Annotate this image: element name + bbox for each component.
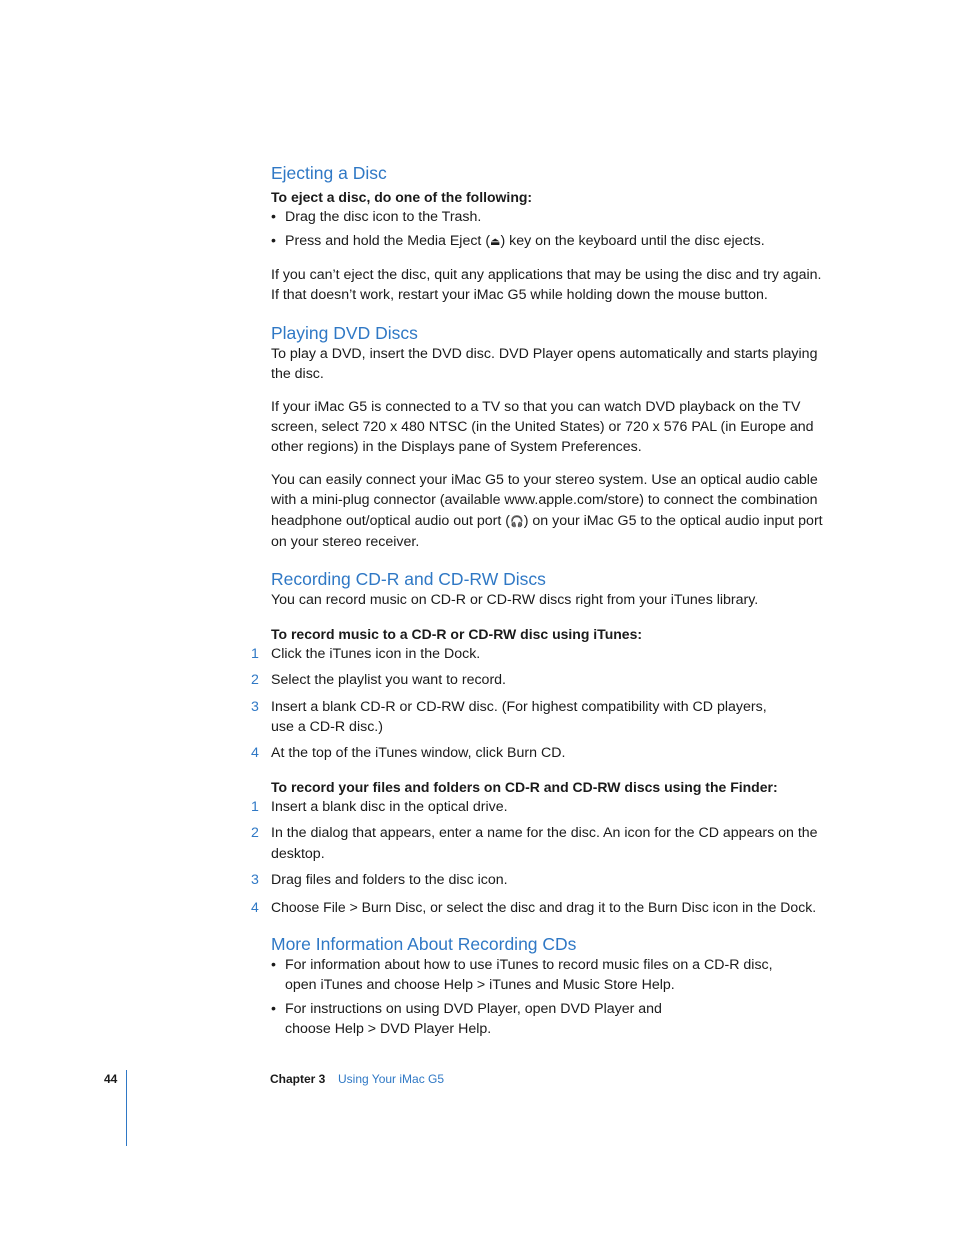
eject-bullet-1: Drag the disc icon to the Trash. — [285, 209, 482, 225]
step-number: 4 — [251, 898, 259, 915]
list-item — [271, 999, 791, 1040]
eject-key-icon: ⏏ — [490, 234, 501, 248]
dvd-paragraph-1: To play a DVD, insert the DVD disc. DVD Player opens automatically and starts playing the disc. — [271, 345, 818, 382]
headphone-icon: 🎧 — [510, 514, 524, 528]
list-item — [251, 743, 831, 763]
list-item — [251, 870, 831, 890]
step-number: 1 — [251, 645, 259, 662]
step-text: Insert a blank disc in the optical drive. — [271, 798, 508, 815]
list-item — [271, 207, 831, 227]
record-intro: You can record music on CD-R or CD-RW discs right from your iTunes library. — [271, 592, 759, 609]
step-number: 3 — [251, 698, 259, 715]
list-item — [251, 823, 831, 864]
more-info-bullet-1: For information about how to use iTunes to record music files on a CD-R disc, open iTunes and choose Help > iTunes and Music Store Help. — [285, 957, 773, 994]
page-content — [251, 162, 831, 1039]
step-text: In the dialog that appears, enter a name for the disc. An icon for the CD appears on the desktop. — [271, 825, 818, 862]
itunes-steps-lead: To record music to a CD-R or CD-RW disc using iTunes: — [271, 625, 643, 642]
step-text: Select the playlist you want to record. — [271, 672, 507, 689]
page-footer — [0, 1072, 954, 1092]
step-text: Insert a blank CD-R or CD-RW disc. (For highest compatibility with CD players, use a CD-R disc.) — [271, 698, 767, 736]
step-text: Click the iTunes icon in the Dock. — [271, 645, 481, 662]
heading-more-information: More Information About Recording CDs — [271, 934, 577, 955]
list-item — [271, 955, 791, 996]
heading-ejecting-a-disc: Ejecting a Disc — [271, 163, 387, 183]
more-info-bullet-list — [271, 955, 831, 1039]
more-info-bullet-2: For instructions on using DVD Player, open DVD Player and choose Help > DVD Player Help. — [285, 1000, 662, 1038]
eject-bullet-2-start: Press and hold the Media Eject ( — [285, 232, 491, 249]
step-text: Choose File > Burn Disc, or select the disc and drag it to the Burn Disc icon in the Dock. — [271, 898, 817, 915]
step-number: 3 — [251, 872, 259, 889]
eject-paragraph: If you can’t eject the disc, quit any applications that may be using the disc and try again. If that doesn’t work, restart your iMac G5 while holding down the mouse button. — [271, 267, 822, 304]
dvd-paragraph-3 — [271, 470, 831, 552]
finder-steps-list — [251, 797, 831, 917]
heading-playing-dvd-discs: Playing DVD Discs — [271, 322, 418, 343]
list-item — [251, 670, 831, 690]
heading-recording-cd-discs: Recording CD-R and CD-RW Discs — [271, 569, 546, 590]
bullet-glyph: • — [271, 957, 276, 974]
list-item — [271, 231, 831, 252]
finder-steps-lead: To record your files and folders on CD-R and CD-RW discs using the Finder: — [271, 778, 778, 795]
step-number: 1 — [251, 798, 259, 815]
dvd-paragraph-3-start: You can easily connect your iMac G5 to your stereo system. Use an optical audio cable with a mini-plug connector (available www.apple.com/store) to connect the combination headphone out/optical audio out port ( — [271, 472, 818, 529]
step-number: 4 — [251, 745, 259, 762]
list-item — [251, 697, 831, 738]
bullet-glyph: • — [271, 1000, 276, 1017]
itunes-steps-list — [251, 644, 831, 764]
list-item — [251, 797, 831, 817]
dvd-paragraph-2: If your iMac G5 is connected to a TV so that you can watch DVD playback on the TV screen, select 720 x 480 NTSC (in the United States) or 720 x 576 PAL (in Europe and other regions) in the Displays pane of System Preferences. — [271, 398, 814, 456]
step-number: 2 — [251, 825, 259, 842]
list-item — [251, 897, 831, 917]
bullet-glyph: • — [271, 232, 276, 249]
bullet-glyph: • — [271, 209, 276, 225]
list-item — [251, 644, 831, 664]
step-number: 2 — [251, 672, 259, 689]
eject-lead: To eject a disc, do one of the following: — [271, 189, 533, 205]
step-text: At the top of the iTunes window, click Burn CD. — [271, 745, 566, 762]
page-number: 44 — [104, 1072, 118, 1086]
chapter-title: Using Your iMac G5 — [338, 1072, 445, 1086]
step-text: Drag files and folders to the disc icon. — [271, 872, 508, 889]
dvd-paragraph-3-end: ) on your iMac G5 to the optical audio input port on your stereo receiver. — [271, 512, 823, 551]
eject-bullet-list — [271, 207, 831, 252]
chapter-label: Chapter 3 — [270, 1072, 326, 1086]
eject-bullet-2-end: ) key on the keyboard until the disc ejects. — [500, 232, 765, 249]
